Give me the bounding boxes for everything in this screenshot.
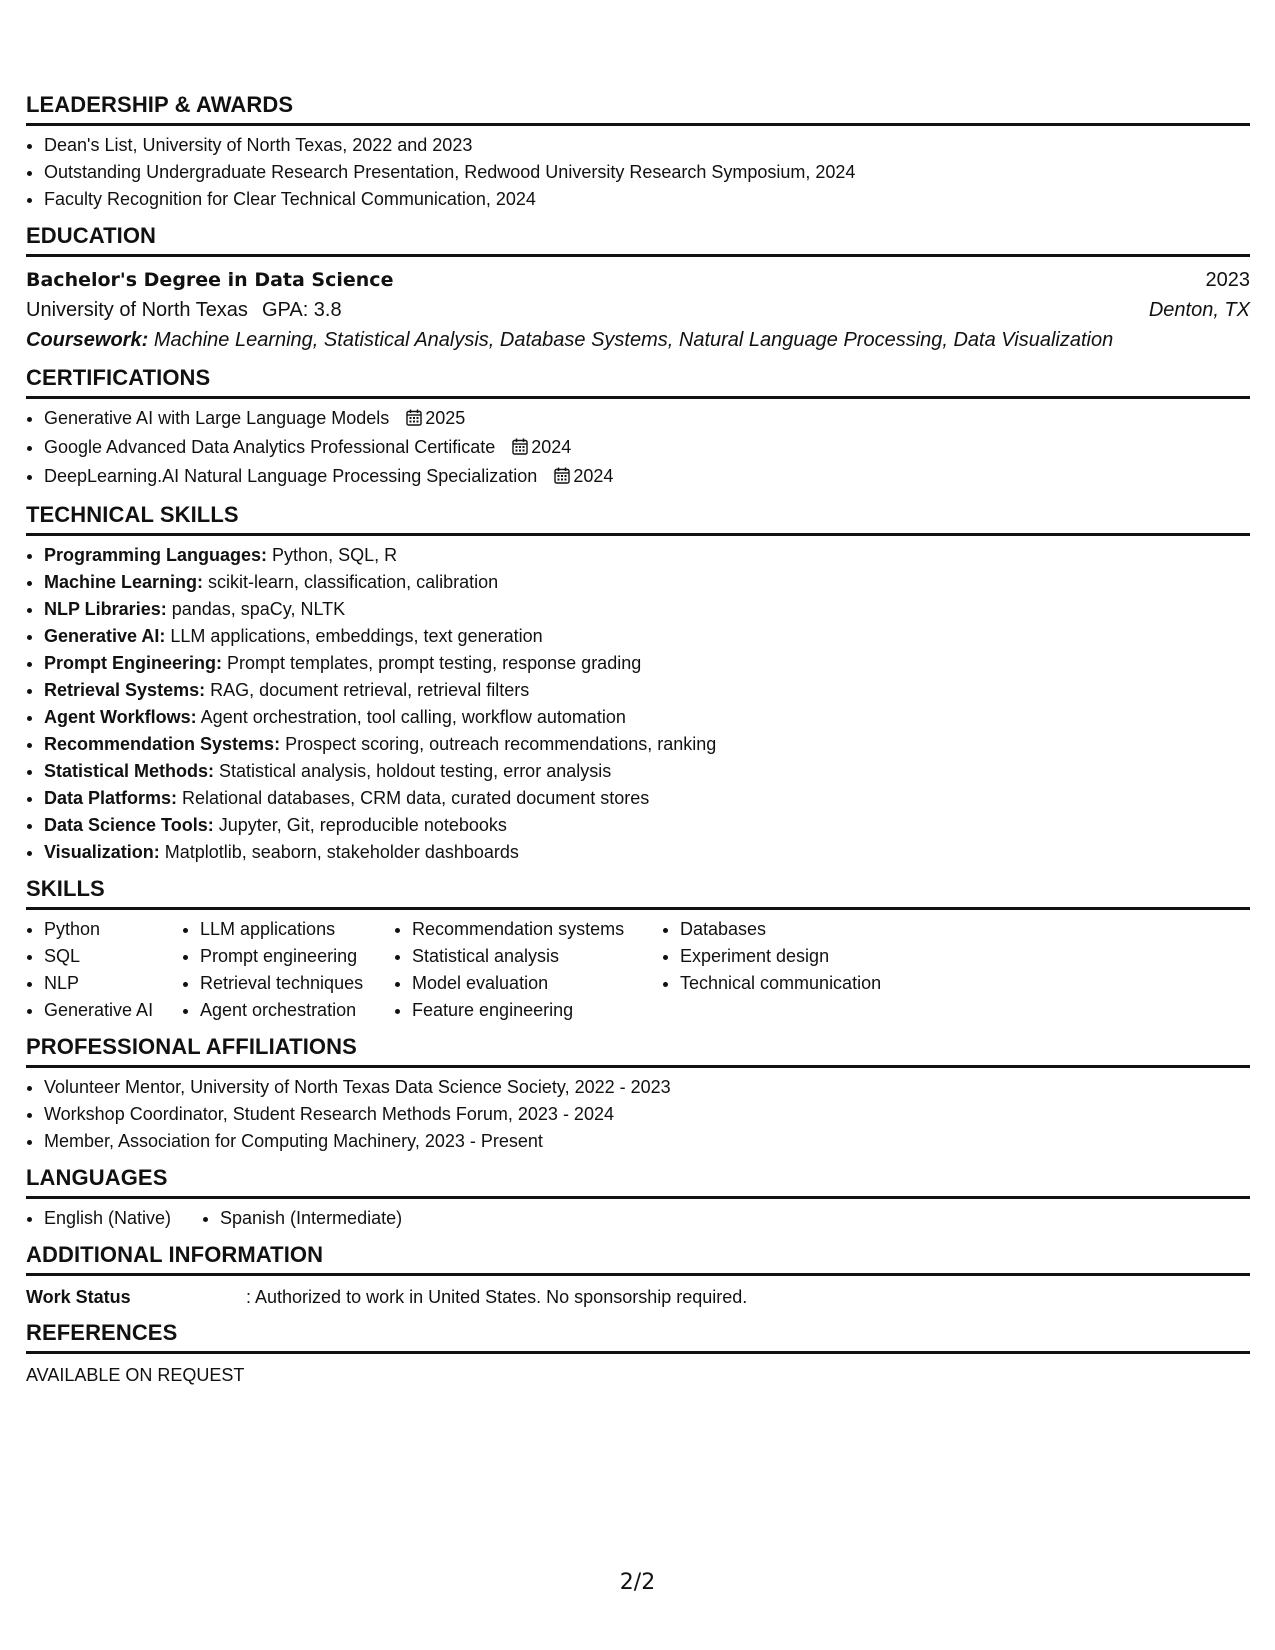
languages-column xyxy=(26,1205,202,1232)
skill-values: Relational databases, CRM data, curated document stores xyxy=(177,788,650,808)
affiliations-section xyxy=(26,1034,1250,1155)
education-school-row xyxy=(26,295,1250,325)
work-status-row xyxy=(26,1284,1250,1310)
section-title-certifications: CERTIFICATIONS xyxy=(26,365,1250,399)
list-item xyxy=(44,704,1250,731)
list-item: • SQL xyxy=(44,943,182,970)
affiliations-list xyxy=(26,1074,1250,1155)
coursework-row xyxy=(26,325,1250,355)
list-item: • Experiment design xyxy=(680,943,940,970)
certifications-list xyxy=(26,405,1250,492)
certification-year: 2025 xyxy=(425,408,466,428)
skill-category: Programming Languages: xyxy=(44,545,268,565)
skill-values: pandas, spaCy, NLTK xyxy=(166,599,346,619)
skills-column xyxy=(182,916,394,1024)
list-item: • Recommendation systems xyxy=(412,916,662,943)
list-item: • Member, Association for Computing Machinery, 2023 - Present xyxy=(44,1128,1250,1155)
skill-values: Jupyter, Git, reproducible notebooks xyxy=(213,815,507,835)
leadership-list xyxy=(26,132,1250,213)
list-item xyxy=(44,405,1250,434)
list-item xyxy=(44,731,1250,758)
list-item: • Outstanding Undergraduate Research Presentation, Redwood University Research Symposium, 2024 xyxy=(44,159,1250,186)
certification-year: 2024 xyxy=(531,437,572,457)
list-item: • Agent orchestration xyxy=(200,997,394,1024)
list-item xyxy=(44,812,1250,839)
section-title-education: EDUCATION xyxy=(26,223,1250,257)
skill-values: scikit-learn, classification, calibration xyxy=(203,572,499,592)
section-title-technical-skills: TECHNICAL SKILLS xyxy=(26,502,1250,536)
skill-values: LLM applications, embeddings, text generation xyxy=(165,626,543,646)
languages-row xyxy=(26,1205,1250,1232)
page-number: 2/2 xyxy=(619,1570,656,1595)
list-item: • Retrieval techniques xyxy=(200,970,394,997)
coursework-list: Machine Learning, Statistical Analysis, Database Systems, Natural Language Processing, Data Visualization xyxy=(153,329,1114,351)
skill-category: Visualization: xyxy=(44,842,160,862)
education-degree-row xyxy=(26,265,1250,295)
gpa: GPA: 3.8 xyxy=(261,299,342,321)
list-item xyxy=(44,569,1250,596)
skill-category: Prompt Engineering: xyxy=(44,653,223,673)
skills-grid xyxy=(26,916,1250,1024)
additional-info-section xyxy=(26,1242,1250,1310)
skill-category: Data Platforms: xyxy=(44,788,178,808)
list-item: • Prompt engineering xyxy=(200,943,394,970)
certification-name: DeepLearning.AI Natural Language Processing Specialization xyxy=(44,466,538,486)
coursework-label: Coursework: xyxy=(26,329,149,351)
resume-page xyxy=(26,92,1250,1398)
list-item: • Volunteer Mentor, University of North Texas Data Science Society, 2022 - 2023 xyxy=(44,1074,1250,1101)
skill-values: Statistical analysis, holdout testing, error analysis xyxy=(214,761,612,781)
skill-category: Generative AI: xyxy=(44,626,166,646)
school-location: Denton, TX xyxy=(1148,299,1250,321)
skill-category: Recommendation Systems: xyxy=(44,734,281,754)
skills-column xyxy=(662,916,940,1024)
list-item xyxy=(44,758,1250,785)
skill-category: Retrieval Systems: xyxy=(44,680,206,700)
list-item: • Workshop Coordinator, Student Research Methods Forum, 2023 - 2024 xyxy=(44,1101,1250,1128)
list-item xyxy=(44,596,1250,623)
skills-column xyxy=(394,916,662,1024)
degree-name: Bachelor's Degree in Data Science xyxy=(26,269,394,291)
list-item xyxy=(44,623,1250,650)
skill-category: NLP Libraries: xyxy=(44,599,167,619)
references-text: AVAILABLE ON REQUEST xyxy=(26,1365,245,1385)
list-item: • Generative AI xyxy=(44,997,182,1024)
list-item: • Technical communication xyxy=(680,970,940,997)
list-item: • Faculty Recognition for Clear Technical Communication, 2024 xyxy=(44,186,1250,213)
education-section xyxy=(26,223,1250,355)
leadership-section xyxy=(26,92,1250,213)
section-title-affiliations: PROFESSIONAL AFFILIATIONS xyxy=(26,1034,1250,1068)
calendar-icon xyxy=(512,436,528,463)
list-item: • NLP xyxy=(44,970,182,997)
skill-values: RAG, document retrieval, retrieval filters xyxy=(205,680,530,700)
section-title-references: REFERENCES xyxy=(26,1320,1250,1354)
languages-section xyxy=(26,1165,1250,1232)
certification-year: 2024 xyxy=(573,466,614,486)
skill-values: Python, SQL, R xyxy=(267,545,398,565)
skill-values: Agent orchestration, tool calling, workflow automation xyxy=(196,707,626,727)
list-item: • LLM applications xyxy=(200,916,394,943)
skill-category: Machine Learning: xyxy=(44,572,204,592)
list-item: • Python xyxy=(44,916,182,943)
skill-category: Statistical Methods: xyxy=(44,761,215,781)
list-item: • English (Native) xyxy=(44,1205,202,1232)
list-item xyxy=(44,677,1250,704)
certification-name: Generative AI with Large Language Models xyxy=(44,408,390,428)
skill-values: Prompt templates, prompt testing, response grading xyxy=(222,653,642,673)
technical-skills-list xyxy=(26,542,1250,866)
list-item: • Dean's List, University of North Texas, 2022 and 2023 xyxy=(44,132,1250,159)
technical-skills-section xyxy=(26,502,1250,866)
calendar-icon xyxy=(554,465,570,492)
skill-category: Data Science Tools: xyxy=(44,815,214,835)
calendar-icon xyxy=(406,407,422,434)
graduation-year: 2023 xyxy=(1205,269,1250,291)
section-title-languages: LANGUAGES xyxy=(26,1165,1250,1199)
list-item: • Databases xyxy=(680,916,940,943)
list-item: • Model evaluation xyxy=(412,970,662,997)
section-title-skills: SKILLS xyxy=(26,876,1250,910)
skills-section xyxy=(26,876,1250,1024)
skill-values: Matplotlib, seaborn, stakeholder dashboards xyxy=(159,842,519,862)
skills-column xyxy=(26,916,182,1024)
list-item xyxy=(44,542,1250,569)
school-name: University of North Texas xyxy=(26,299,248,321)
section-title-additional-info: ADDITIONAL INFORMATION xyxy=(26,1242,1250,1276)
work-status-value: : Authorized to work in United States. No sponsorship required. xyxy=(246,1287,748,1307)
languages-column xyxy=(202,1205,402,1232)
work-status-label: Work Status xyxy=(26,1287,131,1307)
list-item: • Spanish (Intermediate) xyxy=(220,1205,402,1232)
skill-values: Prospect scoring, outreach recommendations, ranking xyxy=(280,734,717,754)
section-title-leadership: LEADERSHIP & AWARDS xyxy=(26,92,1250,126)
list-item xyxy=(44,434,1250,463)
skill-category: Agent Workflows: xyxy=(44,707,197,727)
list-item: • Statistical analysis xyxy=(412,943,662,970)
list-item: • Feature engineering xyxy=(412,997,662,1024)
references-section xyxy=(26,1320,1250,1388)
list-item xyxy=(44,839,1250,866)
certifications-section xyxy=(26,365,1250,492)
list-item xyxy=(44,650,1250,677)
list-item xyxy=(44,463,1250,492)
list-item xyxy=(44,785,1250,812)
certification-name: Google Advanced Data Analytics Professional Certificate xyxy=(44,437,496,457)
